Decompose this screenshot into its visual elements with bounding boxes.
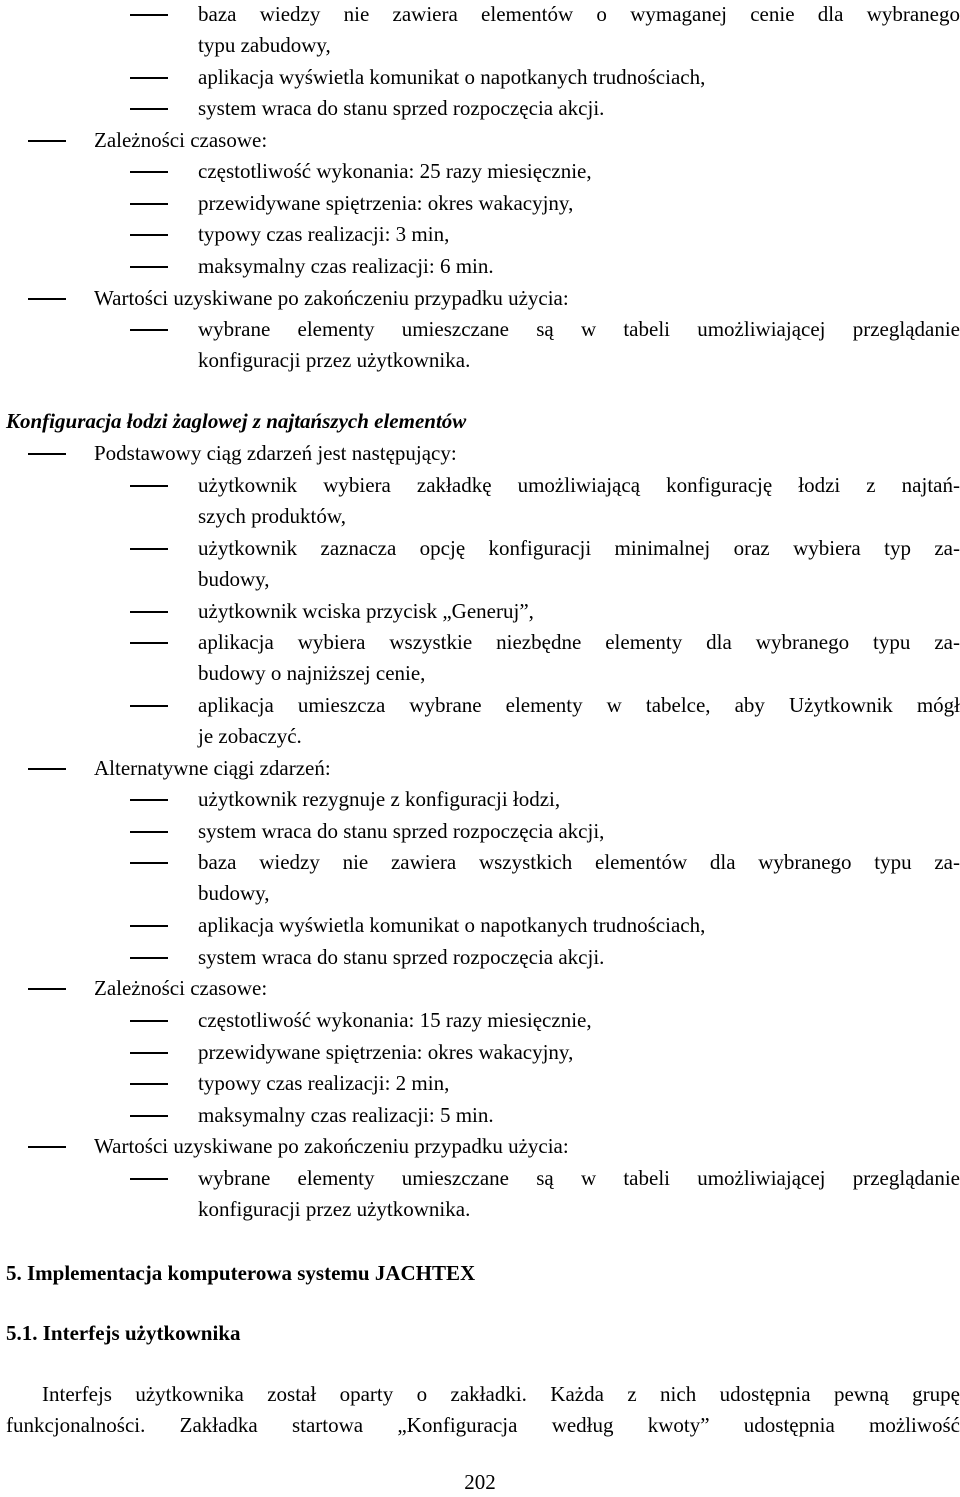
list-item-text: aplikacja wyświetla komunikat o napotkanych trudnościach, bbox=[198, 65, 706, 89]
list-item-text: konfiguracji przez użytkownika. bbox=[198, 1197, 471, 1221]
list-item-text: częstotliwość wykonania: 15 razy miesięcznie, bbox=[198, 1008, 592, 1032]
list-dash bbox=[130, 1115, 168, 1117]
paragraph-line: funkcjonalności. Zakładka startowa „Konfiguracja według kwoty” udostępnia możliwość bbox=[6, 1413, 960, 1437]
list-dash bbox=[130, 642, 168, 644]
list-item-text: je zobaczyć. bbox=[198, 724, 302, 748]
list-dash bbox=[130, 799, 168, 801]
chapter-heading: 5. Implementacja komputerowa systemu JACHTEX bbox=[6, 1261, 476, 1285]
list-item-text: aplikacja wybiera wszystkie niezbędne elementy dla wybranego typu za- bbox=[198, 630, 960, 654]
list-dash bbox=[130, 548, 168, 550]
list-item-text: system wraca do stanu sprzed rozpoczęcia akcji, bbox=[198, 819, 605, 843]
list-dash bbox=[130, 329, 168, 331]
list-heading: Zależności czasowe: bbox=[94, 976, 268, 1000]
page-number: 202 bbox=[464, 1470, 496, 1494]
list-dash bbox=[130, 77, 168, 79]
list-heading: Wartości uzyskiwane po zakończeniu przypadku użycia: bbox=[94, 286, 569, 310]
list-item-text: użytkownik wybiera zakładkę umożliwiającą konfigurację łodzi z najtań- bbox=[198, 473, 960, 497]
list-dash bbox=[130, 831, 168, 833]
list-item-text: budowy, bbox=[198, 881, 270, 905]
list-item-text: użytkownik wciska przycisk „Generuj”, bbox=[198, 599, 534, 623]
list-item-text: maksymalny czas realizacji: 5 min. bbox=[198, 1103, 494, 1127]
list-dash bbox=[130, 1052, 168, 1054]
list-dash bbox=[28, 140, 66, 142]
list-dash bbox=[28, 768, 66, 770]
list-item-text: wybrane elementy umieszczane są w tabeli umożliwiającej przeglądanie bbox=[198, 317, 960, 341]
list-dash bbox=[130, 862, 168, 864]
list-item-text: budowy o najniższej cenie, bbox=[198, 661, 426, 685]
list-dash bbox=[130, 171, 168, 173]
list-dash bbox=[28, 298, 66, 300]
list-heading: Wartości uzyskiwane po zakończeniu przypadku użycia: bbox=[94, 1134, 569, 1158]
list-item-text: przewidywane spiętrzenia: okres wakacyjny, bbox=[198, 191, 574, 215]
list-dash bbox=[130, 1020, 168, 1022]
list-item-text: typowy czas realizacji: 3 min, bbox=[198, 222, 450, 246]
list-item-text: typowy czas realizacji: 2 min, bbox=[198, 1071, 450, 1095]
list-dash bbox=[130, 1178, 168, 1180]
list-item-text: szych produktów, bbox=[198, 504, 346, 528]
list-dash bbox=[130, 234, 168, 236]
subchapter-heading: 5.1. Interfejs użytkownika bbox=[6, 1321, 241, 1345]
list-dash bbox=[130, 611, 168, 613]
list-item-text: budowy, bbox=[198, 567, 270, 591]
list-dash bbox=[130, 266, 168, 268]
list-dash bbox=[28, 1146, 66, 1148]
list-dash bbox=[130, 108, 168, 110]
list-dash bbox=[130, 1083, 168, 1085]
list-item-text: aplikacja wyświetla komunikat o napotkanych trudnościach, bbox=[198, 913, 706, 937]
list-heading: Podstawowy ciąg zdarzeń jest następujący: bbox=[94, 441, 457, 465]
list-item-text: typu zabudowy, bbox=[198, 33, 331, 57]
paragraph-line: Interfejs użytkownika został oparty o zakładki. Każda z nich udostępnia pewną grupę bbox=[42, 1382, 960, 1406]
list-item-text: system wraca do stanu sprzed rozpoczęcia akcji. bbox=[198, 96, 605, 120]
list-dash bbox=[130, 485, 168, 487]
list-heading: Alternatywne ciągi zdarzeń: bbox=[94, 756, 331, 780]
list-dash bbox=[130, 705, 168, 707]
list-dash bbox=[28, 453, 66, 455]
list-dash bbox=[130, 925, 168, 927]
list-item-text: baza wiedzy nie zawiera wszystkich elementów dla wybranego typu za- bbox=[198, 850, 960, 874]
section-heading: Konfiguracja łodzi żaglowej z najtańszych elementów bbox=[6, 409, 467, 433]
list-item-text: użytkownik rezygnuje z konfiguracji łodzi, bbox=[198, 787, 561, 811]
list-item-text: wybrane elementy umieszczane są w tabeli umożliwiającej przeglądanie bbox=[198, 1166, 960, 1190]
list-heading: Zależności czasowe: bbox=[94, 128, 268, 152]
list-item-text: przewidywane spiętrzenia: okres wakacyjny, bbox=[198, 1040, 574, 1064]
list-item-text: konfiguracji przez użytkownika. bbox=[198, 348, 471, 372]
list-item-text: użytkownik zaznacza opcję konfiguracji minimalnej oraz wybiera typ za- bbox=[198, 536, 960, 560]
list-item-text: system wraca do stanu sprzed rozpoczęcia akcji. bbox=[198, 945, 605, 969]
list-item-text: maksymalny czas realizacji: 6 min. bbox=[198, 254, 494, 278]
list-item-text: częstotliwość wykonania: 25 razy miesięcznie, bbox=[198, 159, 592, 183]
list-item-text: baza wiedzy nie zawiera elementów o wymaganej cenie dla wybranego bbox=[198, 2, 960, 26]
list-dash bbox=[28, 988, 66, 990]
list-dash bbox=[130, 203, 168, 205]
list-item-text: aplikacja umieszcza wybrane elementy w tabelce, aby Użytkownik mógł bbox=[198, 693, 960, 717]
list-dash bbox=[130, 14, 168, 16]
list-dash bbox=[130, 957, 168, 959]
